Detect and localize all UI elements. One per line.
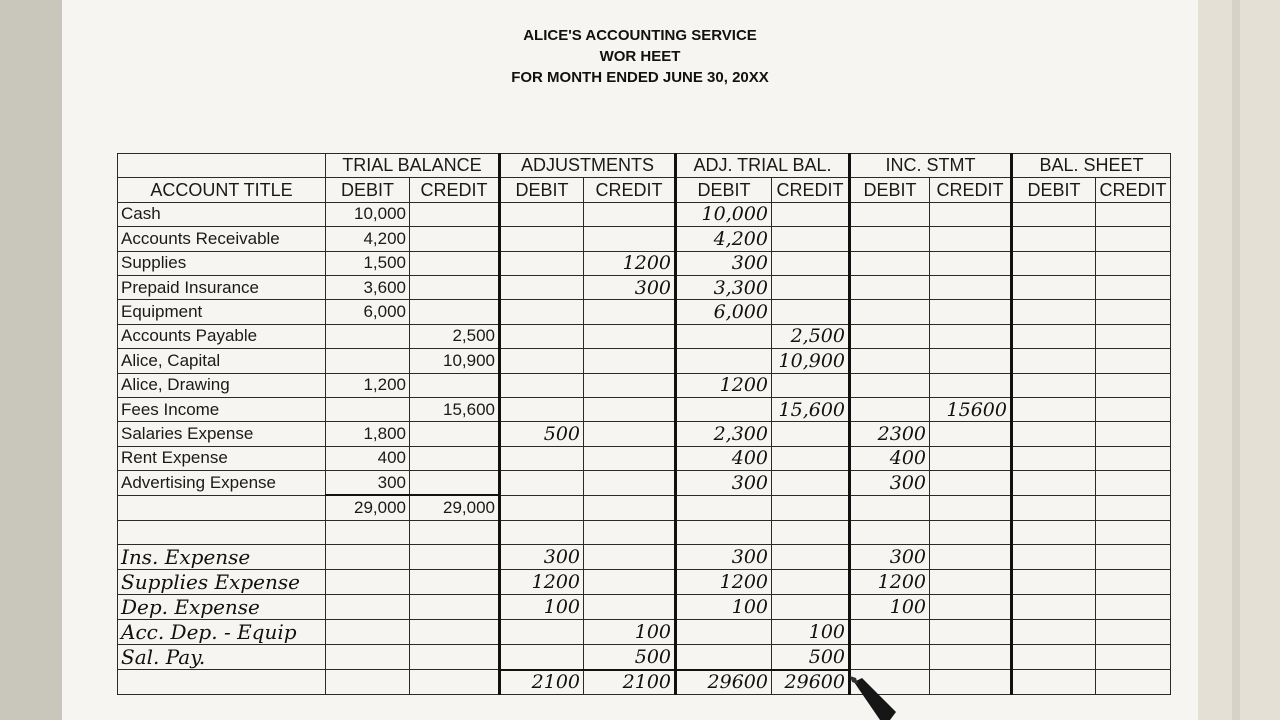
- is-debit-cell: 300: [850, 545, 930, 570]
- bs-credit-cell: [1096, 471, 1171, 496]
- is-credit-cell: [930, 349, 1012, 373]
- bs-debit-cell: [1012, 275, 1096, 299]
- is-debit-cell: [850, 495, 930, 520]
- adj-credit-cell: 100: [584, 620, 676, 645]
- atb-credit-cell: [772, 422, 850, 446]
- atb-debit-cell: 400: [676, 446, 772, 470]
- is-debit-cell: [850, 349, 930, 373]
- bs-debit-cell: [1012, 300, 1096, 324]
- is-credit-cell: [930, 446, 1012, 470]
- bs-debit-cell: [1012, 446, 1096, 470]
- background-left: [0, 0, 62, 720]
- adj-debit-cell: 2100: [500, 670, 584, 695]
- account-row: [118, 670, 1171, 695]
- bs-debit-cell: [1012, 570, 1096, 595]
- is-credit-cell: [930, 422, 1012, 446]
- account-row: [118, 570, 1171, 595]
- tb-debit-cell: 10,000: [326, 202, 410, 226]
- atb-debit-cell: [676, 620, 772, 645]
- atb-debit-cell: 1200: [676, 373, 772, 397]
- pen-tip-icon: [850, 676, 910, 720]
- is-credit-cell: [930, 324, 1012, 348]
- atb-credit-cell: 15,600: [772, 397, 850, 421]
- bs-credit-cell: [1096, 495, 1171, 520]
- account-row: [118, 373, 1171, 397]
- adj-credit-cell: [584, 520, 676, 544]
- adj-credit-cell: 500: [584, 645, 676, 670]
- bs-debit-cell: [1012, 422, 1096, 446]
- blank-header-cell: [118, 154, 326, 178]
- adj-debit-header: DEBIT: [500, 178, 584, 202]
- atb-credit-cell: [772, 202, 850, 226]
- atb-credit-cell: [772, 471, 850, 496]
- account-title-cell: Dep. Expense: [118, 595, 326, 620]
- bs-debit-cell: [1012, 324, 1096, 348]
- account-title-header: ACCOUNT TITLE: [118, 178, 326, 202]
- atb-debit-cell: 300: [676, 471, 772, 496]
- atb-credit-cell: 10,900: [772, 349, 850, 373]
- bs-credit-cell: [1096, 595, 1171, 620]
- is-debit-cell: 100: [850, 595, 930, 620]
- adj-credit-header: CREDIT: [584, 178, 676, 202]
- bs-debit-cell: [1012, 620, 1096, 645]
- is-credit-cell: [930, 227, 1012, 251]
- adj-debit-cell: [500, 397, 584, 421]
- atb-debit-cell: [676, 520, 772, 544]
- account-row: [118, 471, 1171, 496]
- is-debit-cell: 1200: [850, 570, 930, 595]
- account-title-cell: Accounts Receivable: [118, 227, 326, 251]
- tb-credit-cell: [410, 645, 500, 670]
- account-row: [118, 300, 1171, 324]
- is-debit-cell: [850, 275, 930, 299]
- is-credit-cell: [930, 645, 1012, 670]
- tb-debit-cell: [326, 545, 410, 570]
- is-credit-cell: [930, 300, 1012, 324]
- tb-debit-cell: [326, 397, 410, 421]
- tb-debit-cell: 300: [326, 471, 410, 496]
- bs-credit-cell: [1096, 324, 1171, 348]
- tb-debit-cell: [326, 570, 410, 595]
- adj-debit-cell: [500, 620, 584, 645]
- account-row: [118, 202, 1171, 226]
- tb-debit-cell: 3,600: [326, 275, 410, 299]
- tb-debit-cell: [326, 670, 410, 695]
- is-debit-cell: [850, 324, 930, 348]
- bs-debit-cell: [1012, 227, 1096, 251]
- atb-credit-cell: [772, 570, 850, 595]
- worksheet-table: [117, 153, 1171, 695]
- bs-debit-cell: [1012, 670, 1096, 695]
- is-credit-cell: [930, 595, 1012, 620]
- atb-debit-cell: 100: [676, 595, 772, 620]
- account-title-cell: Supplies: [118, 251, 326, 275]
- group-adjustments: ADJUSTMENTS: [500, 154, 676, 178]
- group-balance-sheet: BAL. SHEET: [1012, 154, 1171, 178]
- tb-credit-cell: [410, 471, 500, 496]
- is-debit-cell: [850, 251, 930, 275]
- tb-credit-cell: [410, 570, 500, 595]
- atb-credit-cell: [772, 373, 850, 397]
- bs-debit-cell: [1012, 349, 1096, 373]
- account-title-cell: Salaries Expense: [118, 422, 326, 446]
- tb-credit-cell: [410, 202, 500, 226]
- adj-credit-cell: 1200: [584, 251, 676, 275]
- adj-debit-cell: [500, 520, 584, 544]
- is-credit-cell: [930, 520, 1012, 544]
- is-debit-cell: [850, 373, 930, 397]
- account-row: [118, 349, 1171, 373]
- tb-debit-cell: 1,800: [326, 422, 410, 446]
- account-title-cell: Supplies Expense: [118, 570, 326, 595]
- account-row: [118, 520, 1171, 544]
- account-title-cell: Acc. Dep. - Equip: [118, 620, 326, 645]
- bs-credit-cell: [1096, 227, 1171, 251]
- is-debit-cell: [850, 300, 930, 324]
- account-title-cell: [118, 670, 326, 695]
- adj-credit-cell: [584, 300, 676, 324]
- account-row: [118, 251, 1171, 275]
- atb-debit-cell: 6,000: [676, 300, 772, 324]
- adj-debit-cell: 300: [500, 545, 584, 570]
- account-title-cell: Prepaid Insurance: [118, 275, 326, 299]
- tb-credit-cell: [410, 275, 500, 299]
- account-title-cell: Rent Expense: [118, 446, 326, 470]
- bs-debit-cell: [1012, 595, 1096, 620]
- adj-credit-cell: [584, 324, 676, 348]
- account-row: [118, 645, 1171, 670]
- adj-debit-cell: 500: [500, 422, 584, 446]
- group-header-row: [118, 154, 1171, 178]
- atb-credit-cell: [772, 595, 850, 620]
- bs-credit-cell: [1096, 422, 1171, 446]
- tb-debit-cell: [326, 620, 410, 645]
- bs-credit-cell: [1096, 275, 1171, 299]
- atb-credit-cell: [772, 446, 850, 470]
- adj-credit-cell: [584, 570, 676, 595]
- is-debit-cell: [850, 620, 930, 645]
- adj-credit-cell: [584, 227, 676, 251]
- adj-credit-cell: [584, 422, 676, 446]
- tb-credit-cell: [410, 227, 500, 251]
- atb-credit-cell: [772, 300, 850, 324]
- bs-credit-cell: [1096, 373, 1171, 397]
- tb-debit-cell: [326, 645, 410, 670]
- account-row: [118, 422, 1171, 446]
- bs-debit-cell: [1012, 645, 1096, 670]
- atb-credit-cell: [772, 275, 850, 299]
- company-name: ALICE'S ACCOUNTING SERVICE: [523, 27, 757, 44]
- account-row: [118, 275, 1171, 299]
- adj-credit-cell: [584, 446, 676, 470]
- adj-debit-cell: [500, 300, 584, 324]
- account-row: [118, 595, 1171, 620]
- adj-debit-cell: [500, 645, 584, 670]
- is-credit-cell: [930, 495, 1012, 520]
- account-title-cell: Advertising Expense: [118, 471, 326, 496]
- account-row: [118, 545, 1171, 570]
- tb-debit-cell: 1,500: [326, 251, 410, 275]
- bs-credit-cell: [1096, 620, 1171, 645]
- tb-credit-cell: [410, 545, 500, 570]
- bs-credit-cell: [1096, 349, 1171, 373]
- account-title-cell: Alice, Capital: [118, 349, 326, 373]
- bs-debit-cell: [1012, 545, 1096, 570]
- tb-debit-cell: 4,200: [326, 227, 410, 251]
- bs-credit-cell: [1096, 397, 1171, 421]
- account-title-cell: Cash: [118, 202, 326, 226]
- tb-debit-header: DEBIT: [326, 178, 410, 202]
- is-credit-cell: [930, 570, 1012, 595]
- adj-debit-cell: [500, 495, 584, 520]
- adj-credit-cell: 300: [584, 275, 676, 299]
- atb-debit-cell: 3,300: [676, 275, 772, 299]
- adj-credit-cell: [584, 202, 676, 226]
- tb-debit-cell: 6,000: [326, 300, 410, 324]
- account-title-cell: Accounts Payable: [118, 324, 326, 348]
- adj-debit-cell: [500, 227, 584, 251]
- adj-debit-cell: 100: [500, 595, 584, 620]
- tb-credit-cell: 2,500: [410, 324, 500, 348]
- is-credit-cell: [930, 545, 1012, 570]
- is-credit-cell: [930, 670, 1012, 695]
- account-title-cell: Ins. Expense: [118, 545, 326, 570]
- group-income-statement: INC. STMT: [850, 154, 1012, 178]
- tb-debit-cell: 29,000: [326, 495, 410, 520]
- account-title-cell: Fees Income: [118, 397, 326, 421]
- bs-debit-cell: [1012, 397, 1096, 421]
- bs-credit-cell: [1096, 202, 1171, 226]
- adj-debit-cell: [500, 471, 584, 496]
- bs-debit-cell: [1012, 251, 1096, 275]
- atb-credit-cell: [772, 520, 850, 544]
- is-debit-cell: [850, 227, 930, 251]
- tb-credit-header: CREDIT: [410, 178, 500, 202]
- group-trial-balance: TRIAL BALANCE: [326, 154, 500, 178]
- tb-debit-cell: 400: [326, 446, 410, 470]
- account-row: [118, 324, 1171, 348]
- bs-credit-header: CREDIT: [1096, 178, 1171, 202]
- atb-debit-header: DEBIT: [676, 178, 772, 202]
- tb-credit-cell: 15,600: [410, 397, 500, 421]
- adj-debit-cell: [500, 251, 584, 275]
- atb-credit-cell: 2,500: [772, 324, 850, 348]
- tb-credit-cell: [410, 373, 500, 397]
- adj-credit-cell: [584, 471, 676, 496]
- adj-debit-cell: [500, 324, 584, 348]
- period-line: FOR MONTH ENDED JUNE 30, 20XX: [511, 69, 769, 86]
- atb-debit-cell: 29600: [676, 670, 772, 695]
- bs-credit-cell: [1096, 251, 1171, 275]
- bs-credit-cell: [1096, 670, 1171, 695]
- is-debit-cell: 2300: [850, 422, 930, 446]
- is-debit-cell: [850, 202, 930, 226]
- is-credit-cell: [930, 202, 1012, 226]
- atb-debit-cell: 2,300: [676, 422, 772, 446]
- is-debit-cell: 300: [850, 471, 930, 496]
- atb-debit-cell: 300: [676, 545, 772, 570]
- is-credit-header: CREDIT: [930, 178, 1012, 202]
- bs-credit-cell: [1096, 645, 1171, 670]
- atb-credit-cell: [772, 227, 850, 251]
- atb-credit-cell: [772, 545, 850, 570]
- adj-credit-cell: [584, 595, 676, 620]
- account-title-cell: Alice, Drawing: [118, 373, 326, 397]
- tb-credit-cell: [410, 446, 500, 470]
- adj-debit-cell: [500, 446, 584, 470]
- adj-credit-cell: [584, 495, 676, 520]
- adj-debit-cell: [500, 202, 584, 226]
- bs-debit-cell: [1012, 471, 1096, 496]
- account-title-cell: Sal. Pay.: [118, 645, 326, 670]
- tb-debit-cell: [326, 595, 410, 620]
- bs-debit-cell: [1012, 202, 1096, 226]
- tb-credit-cell: [410, 595, 500, 620]
- group-adj-trial-balance: ADJ. TRIAL BAL.: [676, 154, 850, 178]
- adj-credit-cell: [584, 349, 676, 373]
- atb-debit-cell: [676, 324, 772, 348]
- account-row: [118, 446, 1171, 470]
- tb-debit-cell: [326, 349, 410, 373]
- is-credit-cell: [930, 275, 1012, 299]
- adj-debit-cell: [500, 373, 584, 397]
- account-title-cell: [118, 520, 326, 544]
- account-row: [118, 397, 1171, 421]
- document-title: WOR HEET: [599, 48, 681, 65]
- adj-credit-cell: 2100: [584, 670, 676, 695]
- atb-debit-cell: 1200: [676, 570, 772, 595]
- tb-credit-cell: 29,000: [410, 495, 500, 520]
- is-debit-cell: [850, 520, 930, 544]
- is-credit-cell: [930, 251, 1012, 275]
- bs-debit-cell: [1012, 373, 1096, 397]
- bs-credit-cell: [1096, 520, 1171, 544]
- is-credit-cell: [930, 373, 1012, 397]
- account-title-cell: Equipment: [118, 300, 326, 324]
- is-debit-cell: 400: [850, 446, 930, 470]
- account-row: [118, 495, 1171, 520]
- bs-credit-cell: [1096, 570, 1171, 595]
- tb-debit-cell: 1,200: [326, 373, 410, 397]
- atb-debit-cell: 300: [676, 251, 772, 275]
- atb-credit-header: CREDIT: [772, 178, 850, 202]
- bs-debit-cell: [1012, 520, 1096, 544]
- adj-credit-cell: [584, 397, 676, 421]
- account-title-cell: [118, 495, 326, 520]
- sub-header-row: [118, 178, 1171, 202]
- atb-debit-cell: [676, 495, 772, 520]
- tb-credit-cell: [410, 520, 500, 544]
- background-edge: [1232, 0, 1240, 720]
- tb-credit-cell: [410, 300, 500, 324]
- bs-credit-cell: [1096, 545, 1171, 570]
- is-credit-cell: [930, 471, 1012, 496]
- atb-debit-cell: [676, 645, 772, 670]
- tb-credit-cell: [410, 670, 500, 695]
- tb-credit-cell: [410, 422, 500, 446]
- account-row: [118, 620, 1171, 645]
- atb-debit-cell: 4,200: [676, 227, 772, 251]
- tb-credit-cell: 10,900: [410, 349, 500, 373]
- atb-debit-cell: [676, 349, 772, 373]
- tb-debit-cell: [326, 520, 410, 544]
- atb-debit-cell: [676, 397, 772, 421]
- atb-credit-cell: 500: [772, 645, 850, 670]
- tb-credit-cell: [410, 620, 500, 645]
- atb-credit-cell: 100: [772, 620, 850, 645]
- adj-debit-cell: [500, 275, 584, 299]
- bs-credit-cell: [1096, 446, 1171, 470]
- atb-credit-cell: [772, 495, 850, 520]
- account-row: [118, 227, 1171, 251]
- tb-credit-cell: [410, 251, 500, 275]
- tb-debit-cell: [326, 324, 410, 348]
- adj-debit-cell: [500, 349, 584, 373]
- is-credit-cell: 15600: [930, 397, 1012, 421]
- is-credit-cell: [930, 620, 1012, 645]
- bs-credit-cell: [1096, 300, 1171, 324]
- is-debit-header: DEBIT: [850, 178, 930, 202]
- adj-credit-cell: [584, 373, 676, 397]
- bs-debit-cell: [1012, 495, 1096, 520]
- is-debit-cell: [850, 397, 930, 421]
- atb-credit-cell: 29600: [772, 670, 850, 695]
- atb-credit-cell: [772, 251, 850, 275]
- bs-debit-header: DEBIT: [1012, 178, 1096, 202]
- atb-debit-cell: 10,000: [676, 202, 772, 226]
- adj-debit-cell: 1200: [500, 570, 584, 595]
- adj-credit-cell: [584, 545, 676, 570]
- is-debit-cell: [850, 645, 930, 670]
